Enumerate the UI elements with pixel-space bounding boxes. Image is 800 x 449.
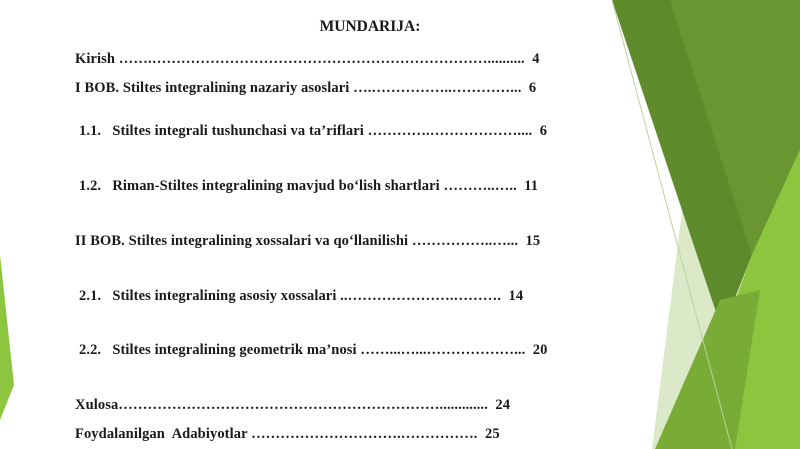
toc-entry-chapter-2: II BOB. Stiltes integralining xossalari va qo‘llanilishi ……………..…... 15 <box>75 233 541 249</box>
toc-entry-kirish: Kirish …….…………………………………………………………….......... 4 <box>75 51 540 67</box>
toc-entry-2-2: 2.2. Stiltes integralining geometrik ma’nosi ……...…...………………... 20 <box>79 342 548 358</box>
toc-title: MUNDARIJA: <box>319 18 421 35</box>
toc-entry-adabiyotlar: Foydalanilgan Adabiyotlar ………………………….……………. 25 <box>75 426 500 442</box>
toc-entry-2-1: 2.1. Stiltes integralining asosiy xossalari ..………………….………. 14 <box>79 288 524 304</box>
toc-entry-1-2: 1.2. Riman-Stiltes integralining mavjud bo‘lish shartlari ………..….. 11 <box>79 178 539 194</box>
toc-entry-1-1: 1.1. Stiltes integrali tushunchasi va ta’riflari ………….……………….... 6 <box>79 123 548 139</box>
toc-entry-chapter-1: I BOB. Stiltes integralining nazariy asoslari ….……………..…………... 6 <box>75 80 537 96</box>
toc-entry-xulosa: Xulosa…………………………………………………………............. 24 <box>75 397 511 413</box>
left-edge-green-shape <box>0 255 14 420</box>
